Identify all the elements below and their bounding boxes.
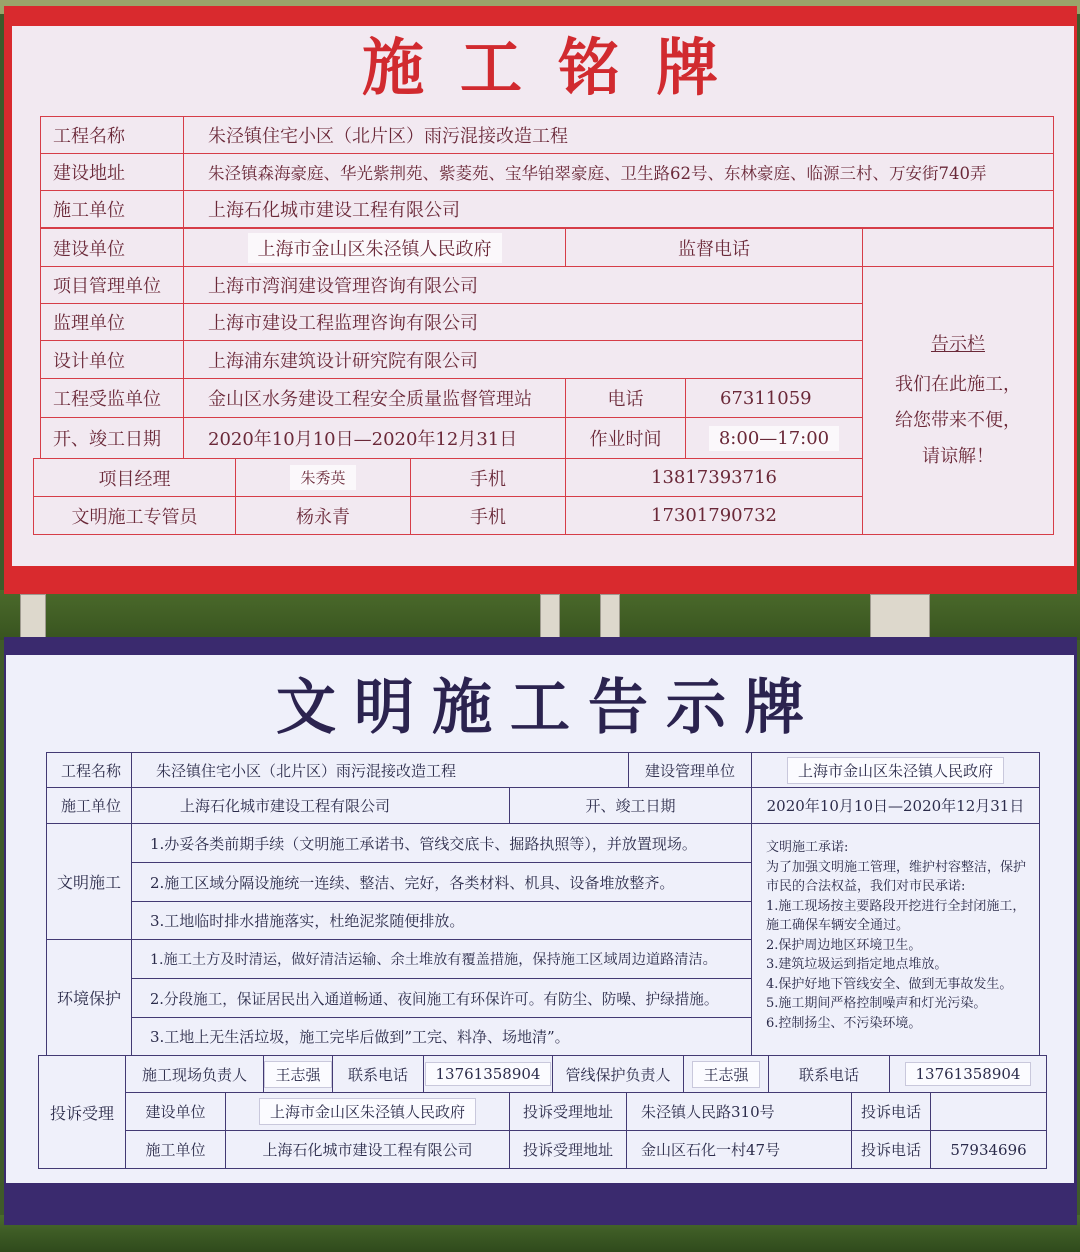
value-civil-mobile: 17301790732 <box>565 496 863 535</box>
label-civil-officer: 文明施工专管员 <box>33 496 236 535</box>
value-constructor-3: 上海石化城市建设工程有限公司 <box>225 1130 510 1169</box>
value-work-hours <box>685 417 863 459</box>
site-lead-chip: 王志强 <box>264 1061 331 1088</box>
manager-chip: 朱秀英 <box>290 465 355 490</box>
promise-line: 1.施工现场按主要路段开挖进行全封闭施工，施工确保车辆安全通过。 <box>766 898 1026 933</box>
label-dates-2: 开、竣工日期 <box>509 787 752 824</box>
promise-line: 2.保护周边地区环境卫生。 <box>766 937 922 953</box>
supervision-phone-value <box>862 228 1054 267</box>
label-builder: 建设单位 <box>40 228 184 267</box>
value-complaint-phone <box>930 1092 1047 1131</box>
promise-line: 3.建筑垃圾运到指定地点堆放。 <box>766 957 948 972</box>
label-address: 建设地址 <box>40 153 184 191</box>
builder-chip: 上海市金山区朱泾镇人民政府 <box>248 233 502 263</box>
value-contact <box>423 1055 553 1093</box>
pipe-lead-chip: 王志强 <box>692 1061 759 1088</box>
promise-line: 为了加强文明施工管理，维护村容整洁，保护市民的合法权益，我们对市民承诺: <box>766 859 1027 894</box>
env-item: 1.施工土方及时清运，做好清洁运输、余土堆放有覆盖措施，保持施工区域周边道路清洁。 <box>131 939 752 979</box>
label-work-hours: 作业时间 <box>565 417 686 459</box>
label-pm-unit: 项目管理单位 <box>40 266 184 304</box>
label-monitor-phone: 电话 <box>565 378 686 418</box>
label-complaint-address-2: 投诉受理地址 <box>509 1130 627 1169</box>
value-contact-2 <box>889 1055 1047 1093</box>
label-constructor: 施工单位 <box>40 190 184 228</box>
label-supervision-phone: 监督电话 <box>565 228 863 267</box>
promise-line: 4.保护好地下管线安全、做到无事故发生。 <box>766 976 1013 992</box>
support-post <box>540 594 560 638</box>
env-item: 3.工地上无生活垃圾，施工完毕后做到”工完、料净、场地清”。 <box>131 1017 752 1056</box>
label-monitor: 工程受监单位 <box>40 378 184 418</box>
value-pipe-lead <box>683 1055 769 1093</box>
promise-line: 5.施工期间严格控制噪声和灯光污染。 <box>766 996 987 1011</box>
mgmt-unit-chip: 上海市金山区朱泾镇人民政府 <box>787 757 1004 784</box>
label-contact: 联系电话 <box>332 1055 424 1093</box>
env-item: 2.分段施工，保证居民出入通道畅通、夜间施工有环保许可。有防尘、防噪、护绿措施。 <box>131 978 752 1018</box>
board1-title: 施工铭牌 <box>361 31 754 104</box>
value-dates: 2020年10月10日—2020年12月31日 <box>183 417 566 459</box>
value-pm-unit: 上海市湾润建设管理咨询有限公司 <box>183 266 863 304</box>
label-contact-2: 联系电话 <box>768 1055 890 1093</box>
value-mgmt-unit <box>751 752 1040 788</box>
contact-chip: 13761358904 <box>425 1062 552 1086</box>
board2-title: 文明施工告示牌 <box>276 673 822 743</box>
label-constructor-3: 施工单位 <box>125 1130 226 1169</box>
notice-title: 告示栏 <box>931 333 985 355</box>
label-complaint-address: 投诉受理地址 <box>509 1092 627 1131</box>
civil-item: 2.施工区域分隔设施统一连续、整洁、完好，各类材料、机具、设备堆放整齐。 <box>131 862 752 902</box>
work-hours-chip: 8:00—17:00 <box>709 426 839 451</box>
value-project-name: 朱泾镇住宅小区（北片区）雨污混接改造工程 <box>183 116 1054 154</box>
value-address: 朱泾镇森海豪庭、华光紫荆苑、紫菱苑、宝华铂翠豪庭、卫生路62号、东林豪庭、临源三村、万安街740弄 <box>183 153 1054 191</box>
value-site-lead <box>263 1055 333 1093</box>
support-post <box>20 594 46 638</box>
label-project-name: 工程名称 <box>40 116 184 154</box>
value-project-manager <box>235 458 411 497</box>
value-manager-mobile: 13817393716 <box>565 458 863 497</box>
notice-line: 请谅解！ <box>922 445 994 467</box>
label-mgmt-unit: 建设管理单位 <box>628 752 752 788</box>
support-post <box>870 594 930 638</box>
value-builder-2 <box>225 1092 510 1131</box>
label-supervisor: 监理单位 <box>40 303 184 341</box>
civil-promise-panel <box>751 823 1040 1056</box>
contact2-chip: 13761358904 <box>905 1062 1032 1086</box>
value-supervisor: 上海市建设工程监理咨询有限公司 <box>183 303 863 341</box>
label-complaints: 投诉受理 <box>38 1055 126 1169</box>
value-complaint-address-2: 金山区石化一村47号 <box>626 1130 852 1169</box>
promise-line: 6.控制扬尘、不污染环境。 <box>766 1015 922 1031</box>
label-project-name-2: 工程名称 <box>46 752 132 788</box>
notice-line: 给您带来不便， <box>895 409 1021 431</box>
label-complaint-phone-2: 投诉电话 <box>851 1130 931 1169</box>
value-project-name-2: 朱泾镇住宅小区（北片区）雨污混接改造工程 <box>131 752 629 788</box>
value-monitor: 金山区水务建设工程安全质量监督管理站 <box>183 378 566 418</box>
builder2-chip: 上海市金山区朱泾镇人民政府 <box>259 1098 476 1125</box>
notice-column <box>862 266 1054 535</box>
value-complaint-address: 朱泾镇人民路310号 <box>626 1092 852 1131</box>
value-builder <box>183 228 566 267</box>
value-constructor-2: 上海石化城市建设工程有限公司 <box>131 787 510 824</box>
label-dates: 开、竣工日期 <box>40 417 184 459</box>
label-environment: 环境保护 <box>46 939 132 1056</box>
label-builder-2: 建设单位 <box>125 1092 226 1131</box>
value-constructor: 上海石化城市建设工程有限公司 <box>183 190 1054 228</box>
support-post <box>600 594 620 638</box>
label-pipe-lead: 管线保护负责人 <box>552 1055 684 1093</box>
label-manager-mobile: 手机 <box>410 458 566 497</box>
label-project-manager: 项目经理 <box>33 458 236 497</box>
label-complaint-phone: 投诉电话 <box>851 1092 931 1131</box>
value-monitor-phone: 67311059 <box>685 378 863 418</box>
label-civil-construction: 文明施工 <box>46 823 132 940</box>
value-civil-officer: 杨永青 <box>235 496 411 535</box>
value-dates-2: 2020年10月10日—2020年12月31日 <box>751 787 1040 824</box>
civil-item: 3.工地临时排水措施落实，杜绝泥浆随便排放。 <box>131 901 752 940</box>
value-designer: 上海浦东建筑设计研究院有限公司 <box>183 340 863 379</box>
promise-line: 文明施工承诺: <box>766 840 849 855</box>
label-designer: 设计单位 <box>40 340 184 379</box>
label-site-lead: 施工现场负责人 <box>125 1055 264 1093</box>
notice-line: 我们在此施工， <box>895 373 1021 395</box>
label-civil-mobile: 手机 <box>410 496 566 535</box>
value-complaint-phone-2: 57934696 <box>930 1130 1047 1169</box>
label-constructor-2: 施工单位 <box>46 787 132 824</box>
civil-item: 1.办妥各类前期手续（文明施工承诺书、管线交底卡、掘路执照等），并放置现场。 <box>131 823 752 863</box>
